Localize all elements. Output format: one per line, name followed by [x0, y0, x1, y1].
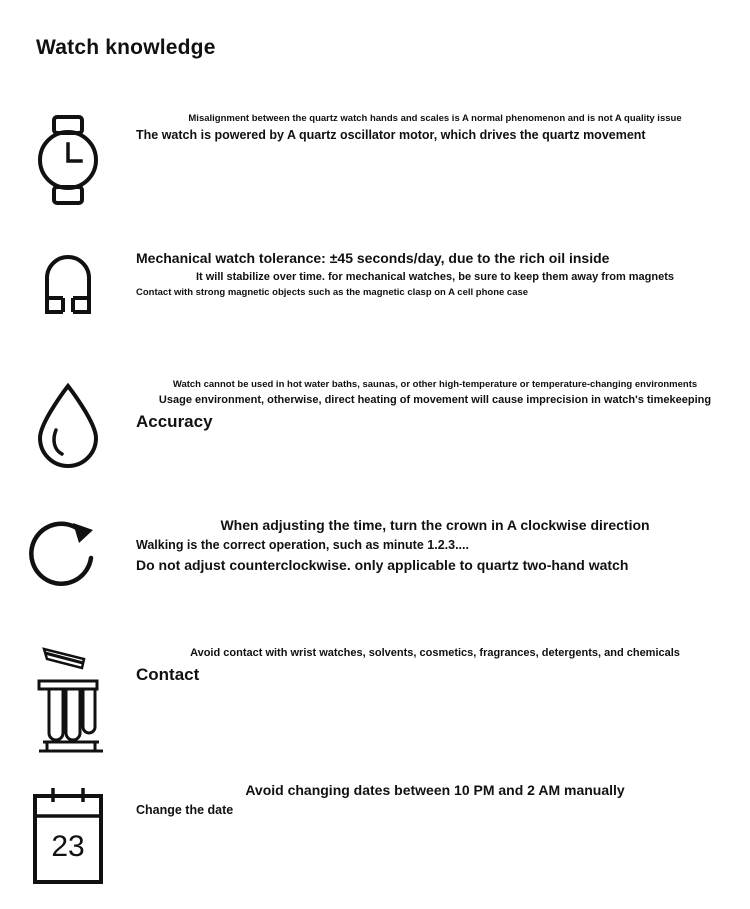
section-date: [0, 780, 750, 890]
section-text: [136, 248, 750, 300]
text-line: Watch cannot be used in hot water baths, saunas, or other high-temperature or temperature-changing environments: [172, 379, 698, 390]
text-line: Misalignment between the quartz watch hands and scales is A normal phenomenon and is not A quality issue: [188, 113, 682, 124]
section-text: [136, 515, 750, 576]
clockwise-arrow-icon: [29, 517, 107, 599]
text-line: It will stabilize over time. for mechanical watches, be sure to keep them away from magnets: [195, 271, 675, 283]
section-text: [136, 112, 750, 145]
section-contact: [0, 645, 750, 757]
text-line: Do not adjust counterclockwise. only applicable to quartz two-hand watch: [136, 556, 629, 573]
icon-container: [0, 378, 136, 470]
icon-container: [0, 645, 136, 757]
water-drop-icon: [29, 380, 107, 470]
svg-text:23: 23: [51, 830, 85, 863]
magnet-icon: [29, 250, 107, 322]
text-line: Avoid changing dates between 10 PM and 2 AM manually: [245, 782, 625, 798]
test-tubes-icon: [25, 647, 111, 757]
text-line: Avoid contact with wrist watches, solvents, cosmetics, fragrances, detergents, and chemicals: [190, 647, 680, 659]
section-water: [0, 378, 750, 470]
text-line: Contact with strong magnetic objects such as the magnetic clasp on A cell phone case: [136, 286, 529, 298]
text-line: Mechanical watch tolerance: ±45 seconds/day, due to the rich oil inside: [136, 250, 610, 266]
calendar-icon: [27, 782, 109, 890]
section-quartz: [0, 112, 750, 206]
watch-icon: [29, 114, 107, 206]
text-line: When adjusting the time, turn the crown in A clockwise direction: [220, 517, 650, 533]
section-text: [136, 780, 750, 820]
text-line: Contact: [136, 664, 200, 684]
section-text: [136, 645, 750, 687]
text-line: Change the date: [136, 803, 234, 817]
text-line: Accuracy: [136, 411, 213, 431]
section-text: [136, 378, 750, 434]
page-title: Watch knowledge: [36, 36, 216, 59]
text-line: The watch is powered by A quartz oscillator motor, which drives the quartz movement: [136, 128, 646, 143]
icon-container: [0, 248, 136, 322]
section-magnet: [0, 248, 750, 322]
icon-container: [0, 515, 136, 599]
icon-container: [0, 780, 136, 890]
icon-container: [0, 112, 136, 206]
text-line: Walking is the correct operation, such as minute 1.2.3....: [136, 538, 469, 552]
section-crown: [0, 515, 750, 599]
text-line: Usage environment, otherwise, direct heating of movement will cause imprecision in watch's timekeeping: [158, 394, 712, 407]
